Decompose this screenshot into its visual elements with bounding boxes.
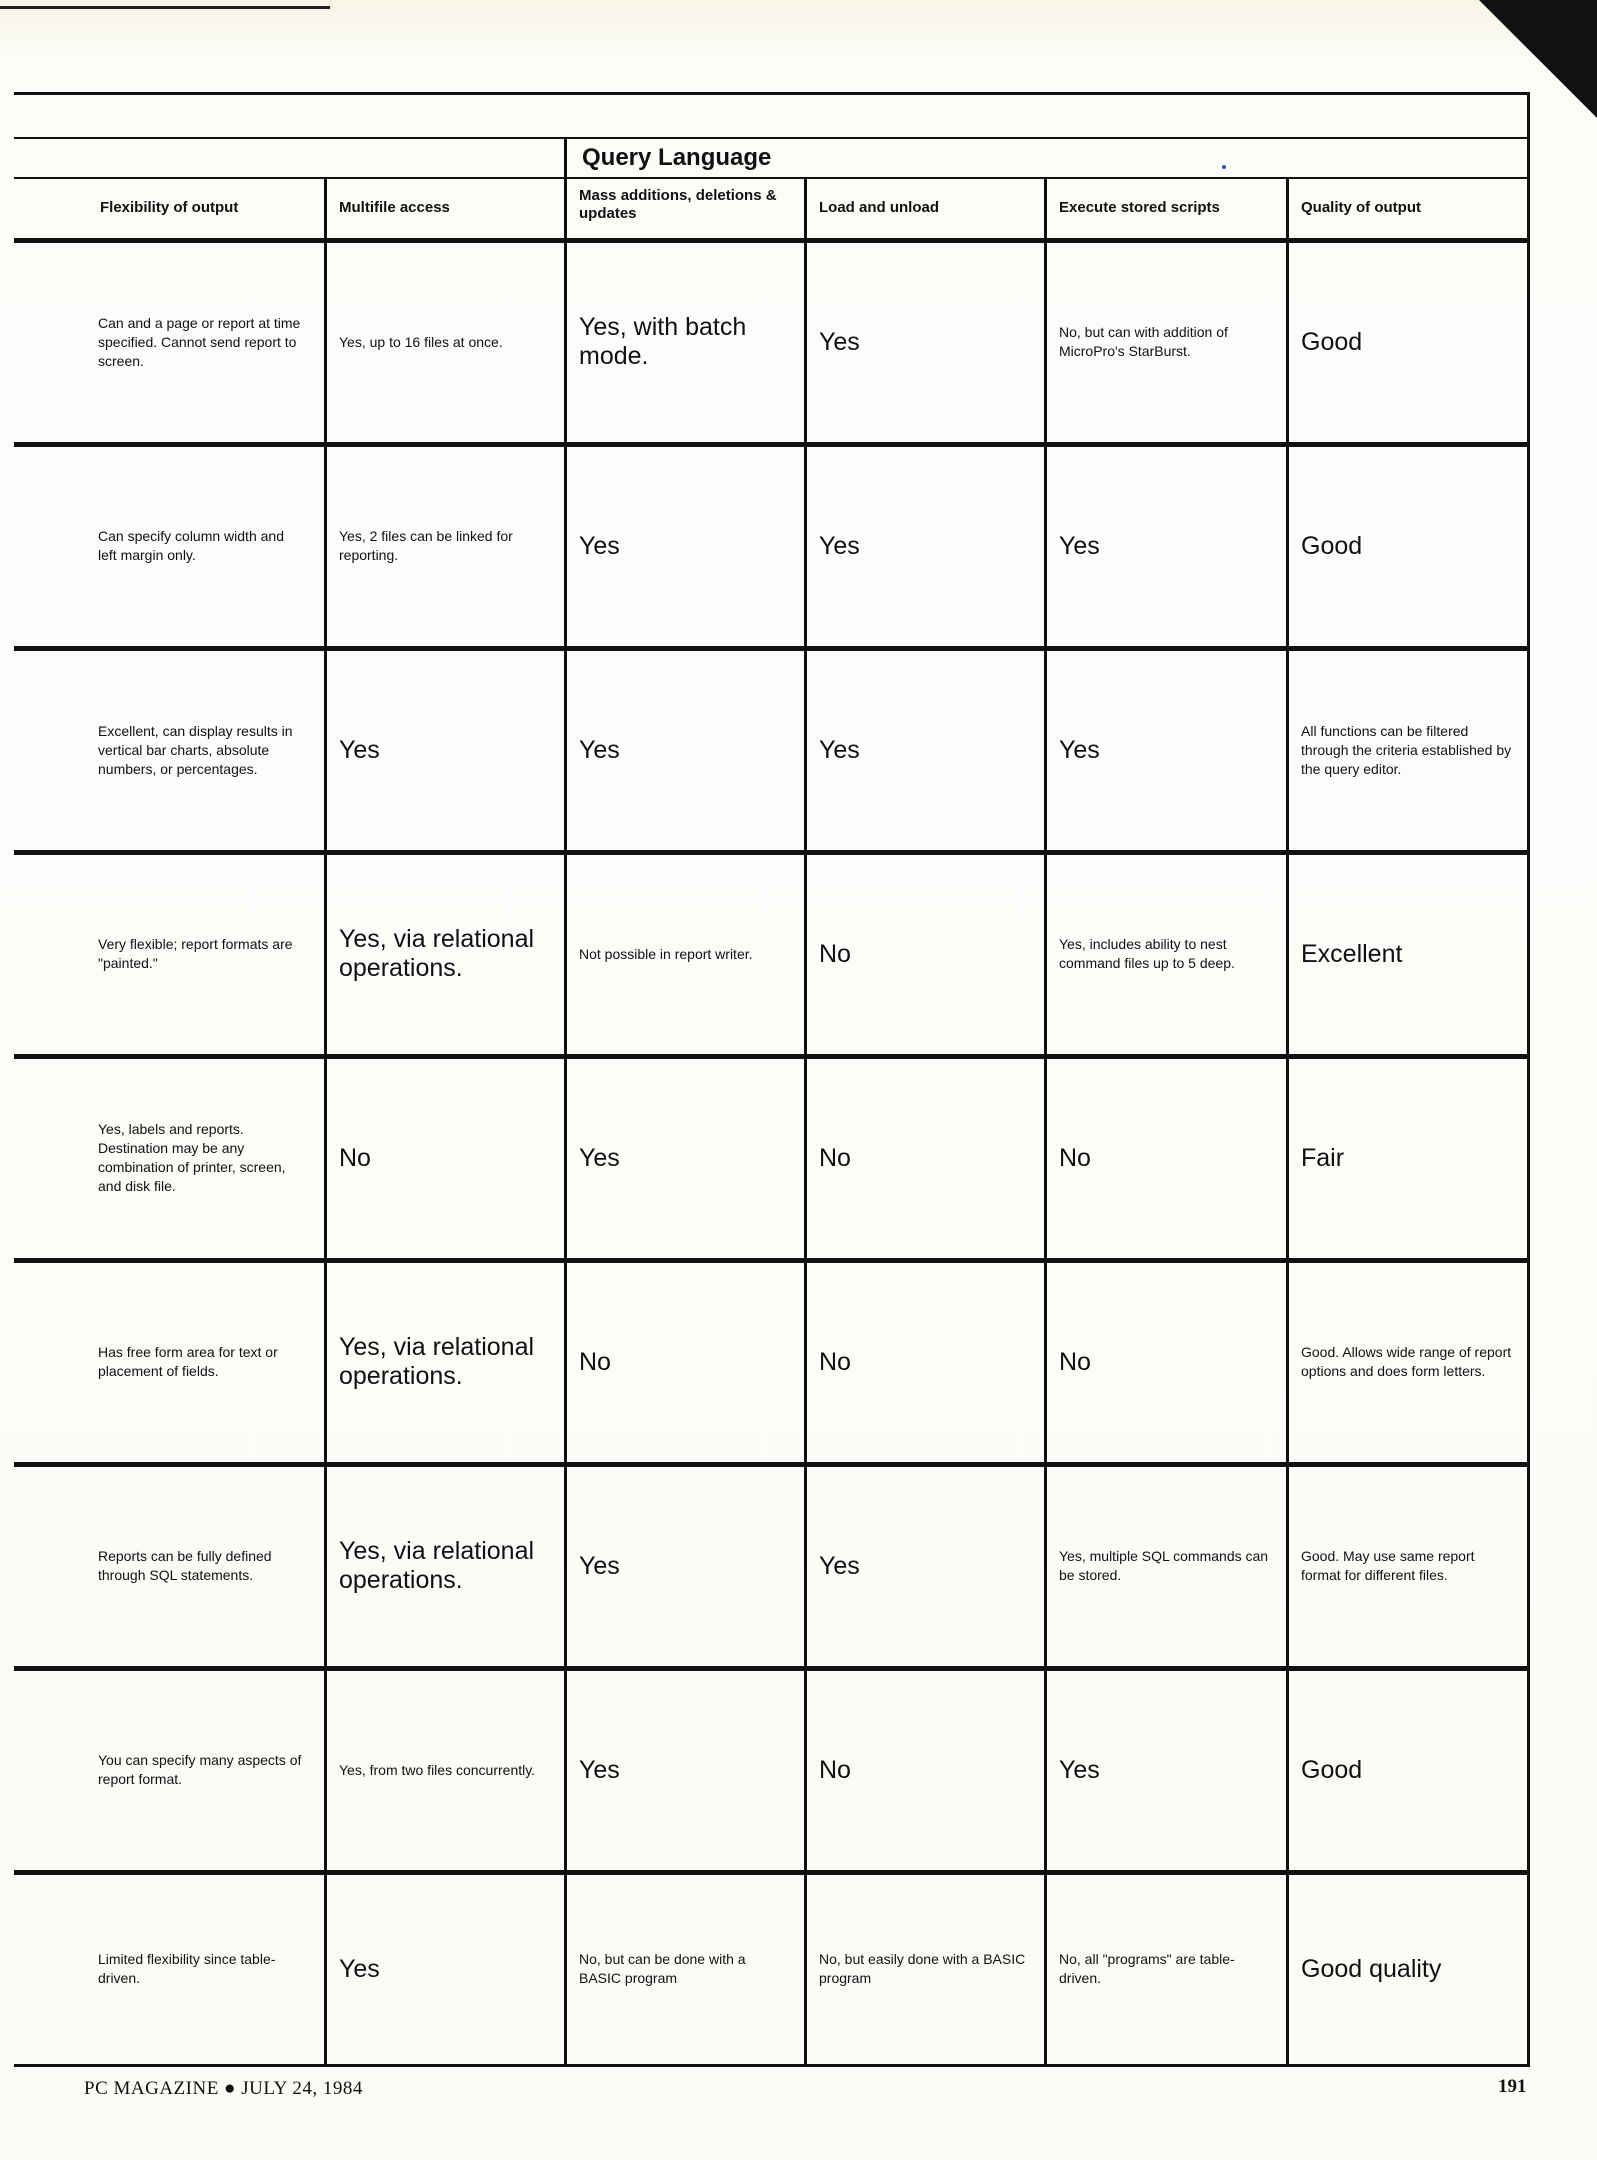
cell-text: Yes <box>579 531 620 560</box>
cell-flexibility <box>98 648 303 852</box>
cell-text: Yes <box>339 1954 380 1983</box>
cell-text: No, but can with addition of MicroPro's StarBurst. <box>1059 324 1228 359</box>
group-title: Query Language <box>582 144 772 171</box>
column-divider <box>564 139 567 2066</box>
cell-load-unload <box>819 1464 1029 1668</box>
cell-mass-updates <box>579 240 789 444</box>
cell-text: Good. Allows wide range of report options and does form letters. <box>1301 1344 1512 1379</box>
cell-multifile <box>339 1668 549 1872</box>
cell-text: No <box>819 1143 851 1172</box>
column-header-load-unload: Load and unload <box>819 199 939 216</box>
cell-text: Yes <box>579 1551 620 1580</box>
cell-multifile <box>339 1056 549 1260</box>
cell-text: Very flexible; report formats are "painted." <box>98 936 293 971</box>
cell-load-unload <box>819 1872 1029 2066</box>
cell-text: You can specify many aspects of report format. <box>98 1752 302 1787</box>
cell-text: No <box>339 1143 371 1172</box>
cell-text: Yes <box>819 327 860 356</box>
cell-text: All functions can be filtered through the criteria established by the query editor. <box>1301 722 1512 777</box>
column-header-quality: Quality of output <box>1301 199 1421 216</box>
cell-mass-updates <box>579 1872 789 2066</box>
cell-text: Yes <box>1059 1755 1100 1784</box>
cell-text: Yes <box>1059 531 1100 560</box>
cell-text: Yes, multiple SQL commands can be stored. <box>1059 1548 1269 1583</box>
column-header-mass-updates: Mass additions, deletions & updates <box>579 187 777 222</box>
cell-mass-updates <box>579 1056 789 1260</box>
cell-text: Yes, via relational operations. <box>339 1537 535 1594</box>
cell-text: Good <box>1301 531 1363 560</box>
cell-stored-scripts <box>1059 1872 1271 2066</box>
cell-flexibility <box>98 1056 303 1260</box>
cell-text: Yes <box>579 735 620 764</box>
cell-mass-updates <box>579 852 789 1056</box>
cell-multifile <box>339 852 549 1056</box>
cell-text: No <box>1059 1143 1091 1172</box>
cell-stored-scripts <box>1059 648 1271 852</box>
cell-text: Yes, from two files concurrently. <box>339 1761 536 1778</box>
cell-quality <box>1301 1056 1514 1260</box>
footer-publication: PC MAGAZINE ● JULY 24, 1984 <box>84 2078 363 2099</box>
cell-text: Yes <box>339 735 380 764</box>
cell-text: No <box>819 1347 851 1376</box>
page-number: 191 <box>1498 2076 1527 2097</box>
cell-mass-updates <box>579 1464 789 1668</box>
cell-text: Yes, 2 files can be linked for reporting. <box>339 528 513 563</box>
rule-group-title <box>14 177 1530 179</box>
cell-quality <box>1301 1872 1514 2066</box>
column-header-multifile: Multifile access <box>339 199 450 216</box>
cell-text: Yes, with batch mode. <box>579 313 747 370</box>
cell-stored-scripts <box>1059 444 1271 648</box>
cell-text: Can specify column width and left margin only. <box>98 528 284 563</box>
cell-stored-scripts <box>1059 1260 1271 1464</box>
cell-text: Reports can be fully defined through SQL statements. <box>98 1548 272 1583</box>
cell-text: Not possible in report writer. <box>579 945 753 962</box>
cell-quality <box>1301 1464 1514 1668</box>
cell-stored-scripts <box>1059 1056 1271 1260</box>
cell-multifile <box>339 444 549 648</box>
cell-multifile <box>339 1260 549 1464</box>
cell-multifile <box>339 1872 549 2066</box>
cell-text: Good <box>1301 327 1363 356</box>
column-divider <box>1286 178 1289 2066</box>
cell-load-unload <box>819 1260 1029 1464</box>
cell-text: No, all "programs" are table-driven. <box>1059 1951 1235 1986</box>
cell-text: Has free form area for text or placement of fields. <box>98 1344 278 1379</box>
cell-load-unload <box>819 1668 1029 1872</box>
cell-text: Yes <box>579 1143 620 1172</box>
cell-stored-scripts <box>1059 240 1271 444</box>
cell-quality <box>1301 1260 1514 1464</box>
column-divider <box>324 178 327 2066</box>
cell-text: Yes, via relational operations. <box>339 925 535 982</box>
cell-text: Excellent, can display results in vertical bar charts, absolute numbers, or percentages. <box>98 722 293 777</box>
cell-text: Yes, via relational operations. <box>339 1333 535 1390</box>
cell-flexibility <box>98 444 303 648</box>
cell-flexibility <box>98 1668 303 1872</box>
cell-mass-updates <box>579 648 789 852</box>
cell-quality <box>1301 852 1514 1056</box>
cell-text: Excellent <box>1301 939 1403 968</box>
cell-text: Yes <box>819 531 860 560</box>
cell-mass-updates <box>579 1260 789 1464</box>
cell-text: Yes, labels and reports. Destination may be any combination of printer, screen, and disk file. <box>98 1121 286 1194</box>
cell-load-unload <box>819 648 1029 852</box>
column-divider <box>1044 178 1047 2066</box>
page-edge-strip <box>0 6 330 9</box>
cell-flexibility <box>98 1872 303 2066</box>
cell-text: No <box>819 939 851 968</box>
cell-quality <box>1301 1668 1514 1872</box>
cell-text: Yes <box>819 1551 860 1580</box>
cell-text: Good quality <box>1301 1954 1442 1983</box>
cell-text: Fair <box>1301 1143 1345 1172</box>
cell-text: Yes, up to 16 files at once. <box>339 333 503 350</box>
cell-text: No, but easily done with a BASIC program <box>819 1951 1026 1986</box>
column-header-stored-scripts: Execute stored scripts <box>1059 199 1220 216</box>
cell-load-unload <box>819 852 1029 1056</box>
cell-text: Yes <box>819 735 860 764</box>
cell-text: Limited flexibility since table-driven. <box>98 1951 276 1986</box>
cell-text: Yes, includes ability to nest command files up to 5 deep. <box>1059 936 1235 971</box>
cell-text: Yes <box>1059 735 1100 764</box>
cell-quality <box>1301 240 1514 444</box>
cell-quality <box>1301 444 1514 648</box>
cell-text: Can and a page or report at time specified. Cannot send report to screen. <box>98 314 301 369</box>
cell-text: No, but can be done with a BASIC program <box>579 1951 746 1986</box>
column-header-flexibility: Flexibility of output <box>100 199 239 216</box>
cell-mass-updates <box>579 1668 789 1872</box>
cell-load-unload <box>819 444 1029 648</box>
cell-multifile <box>339 648 549 852</box>
cell-flexibility <box>98 852 303 1056</box>
cell-text: No <box>579 1347 611 1376</box>
cell-mass-updates <box>579 444 789 648</box>
cell-flexibility <box>98 240 303 444</box>
ink-speck <box>1222 165 1226 169</box>
cell-flexibility <box>98 1464 303 1668</box>
cell-text: Good <box>1301 1755 1363 1784</box>
column-divider <box>804 178 807 2066</box>
cell-quality <box>1301 648 1514 852</box>
rule-top-band <box>14 137 1530 139</box>
cell-multifile <box>339 240 549 444</box>
cell-stored-scripts <box>1059 852 1271 1056</box>
cell-load-unload <box>819 1056 1029 1260</box>
cell-text: No <box>819 1755 851 1784</box>
cell-text: No <box>1059 1347 1091 1376</box>
cell-flexibility <box>98 1260 303 1464</box>
cell-stored-scripts <box>1059 1464 1271 1668</box>
cell-load-unload <box>819 240 1029 444</box>
cell-multifile <box>339 1464 549 1668</box>
cell-text: Yes <box>579 1755 620 1784</box>
cell-stored-scripts <box>1059 1668 1271 1872</box>
cell-text: Good. May use same report format for different files. <box>1301 1548 1475 1583</box>
